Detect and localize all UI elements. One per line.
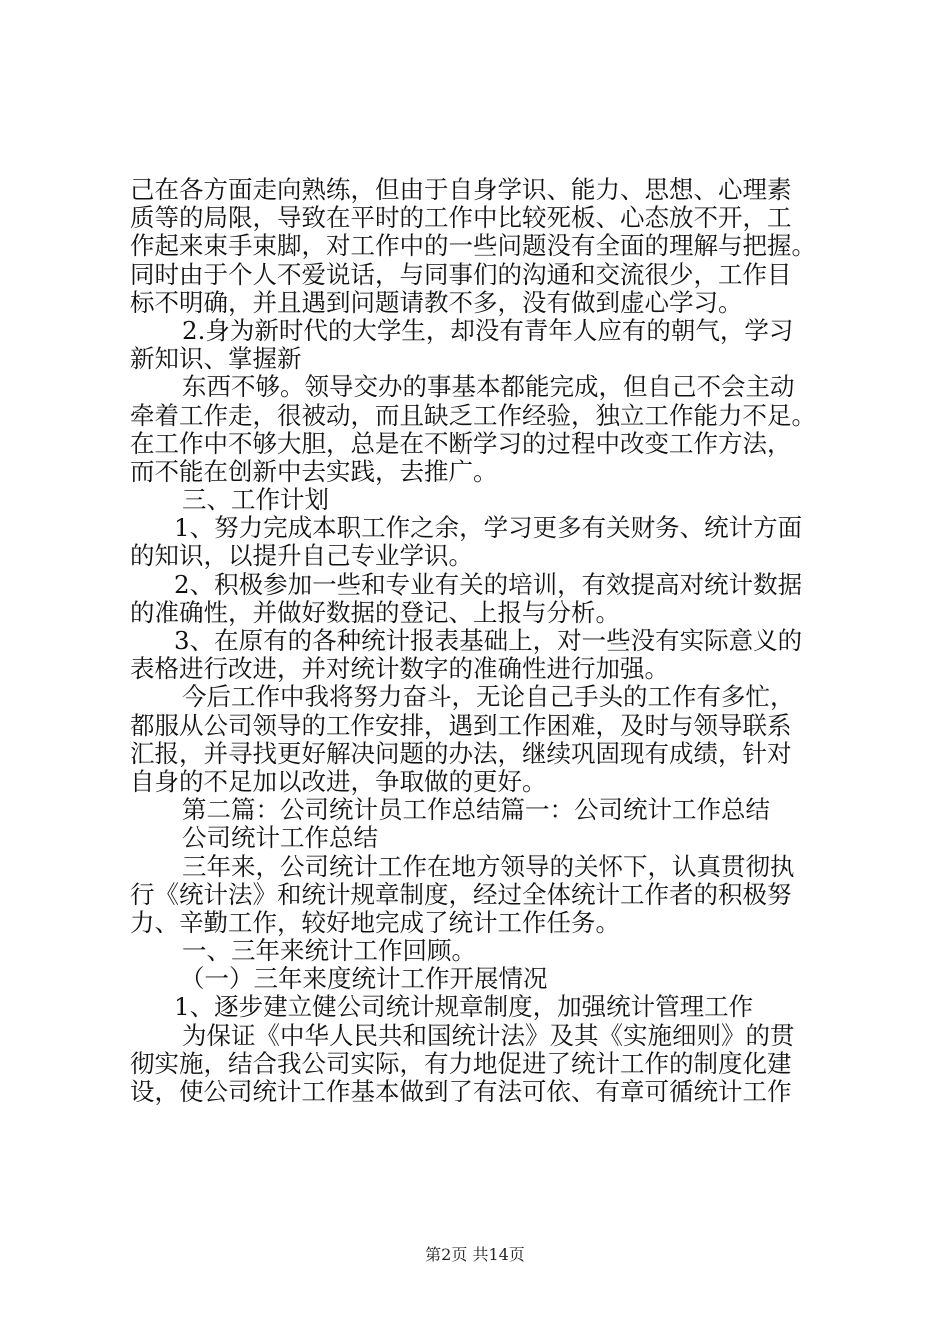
text-line: 己在各方面走向熟练，但由于自身学识、能力、思想、心理素 — [130, 175, 792, 204]
document-body — [130, 176, 830, 1106]
text-line: 都服从公司领导的工作安排，遇到工作困难，及时与领导联系 — [130, 710, 792, 740]
text-line: 牵着工作走，很被动，而且缺乏工作经验，独立工作能力不足。 — [130, 400, 816, 430]
text-line: 2.身为新时代的大学生，却没有青年人应有的朝气，学习 — [182, 315, 794, 345]
text-line: 2、积极参加一些和专业有关的培训，有效提高对统计数据 — [174, 569, 803, 599]
text-line: 质等的局限，导致在平时的工作中比较死板、心态放不开，工 — [130, 203, 792, 233]
text-line: 在工作中不够大胆，总是在不断学习的过程中改变工作方法， — [130, 428, 792, 458]
text-line: 同时由于个人不爱说话，与同事们的沟通和交流很少，工作目 — [130, 259, 792, 289]
text-line: 一、三年来统计工作回顾。 — [182, 936, 476, 966]
text-line: 设，使公司统计工作基本做到了有法可依、有章可循统计工作 — [130, 1077, 792, 1106]
text-line: 1、逐步建立健公司统计规章制度，加强统计管理工作 — [174, 992, 754, 1022]
text-line: 东西不够。领导交办的事基本都能完成，但自己不会主动 — [182, 372, 795, 402]
text-line: 第二篇：公司统计员工作总结篇一：公司统计工作总结 — [182, 795, 770, 825]
text-line: 今后工作中我将努力奋斗，无论自己手头的工作有多忙， — [182, 682, 795, 712]
text-line: 三、工作计划 — [182, 485, 329, 515]
text-line: 标不明确，并且遇到问题请教不多，没有做到虚心学习。 — [130, 287, 743, 317]
text-line: 自身的不足加以改进，争取做的更好。 — [130, 766, 547, 796]
text-line: 而不能在创新中去实践，去推广。 — [130, 456, 498, 486]
text-line: （一）三年来度统计工作开展情况 — [180, 964, 548, 994]
text-line: 公司统计工作总结 — [182, 823, 378, 853]
page-footer: 第2页 共14页 — [425, 1245, 525, 1264]
text-line: 彻实施，结合我公司实际，有力地促进了统计工作的制度化建 — [130, 1048, 792, 1078]
text-line: 三年来，公司统计工作在地方领导的关怀下，认真贯彻执 — [182, 851, 795, 881]
text-line: 的准确性，并做好数据的登记、上报与分析。 — [130, 597, 620, 627]
text-line: 力、辛勤工作，较好地完成了统计工作任务。 — [130, 907, 620, 937]
text-line: 的知识，以提升自己专业学识。 — [130, 541, 473, 571]
text-line: 行《统计法》和统计规章制度，经过全体统计工作者的积极努 — [130, 879, 792, 909]
text-line: 3、在原有的各种统计报表基础上，对一些没有实际意义的 — [174, 626, 803, 655]
text-line: 汇报，并寻找更好解决问题的办法，继续巩固现有成绩，针对 — [130, 738, 792, 768]
text-line: 表格进行改进，并对统计数字的准确性进行加强。 — [130, 654, 669, 684]
text-line: 作起来束手束脚，对工作中的一些问题没有全面的理解与把握。 — [130, 231, 816, 261]
text-line: 1、努力完成本职工作之余，学习更多有关财务、统计方面 — [174, 513, 803, 543]
text-line: 为保证《中华人民共和国统计法》及其《实施细则》的贯 — [182, 1020, 795, 1050]
text-line: 新知识、掌握新 — [130, 344, 302, 374]
